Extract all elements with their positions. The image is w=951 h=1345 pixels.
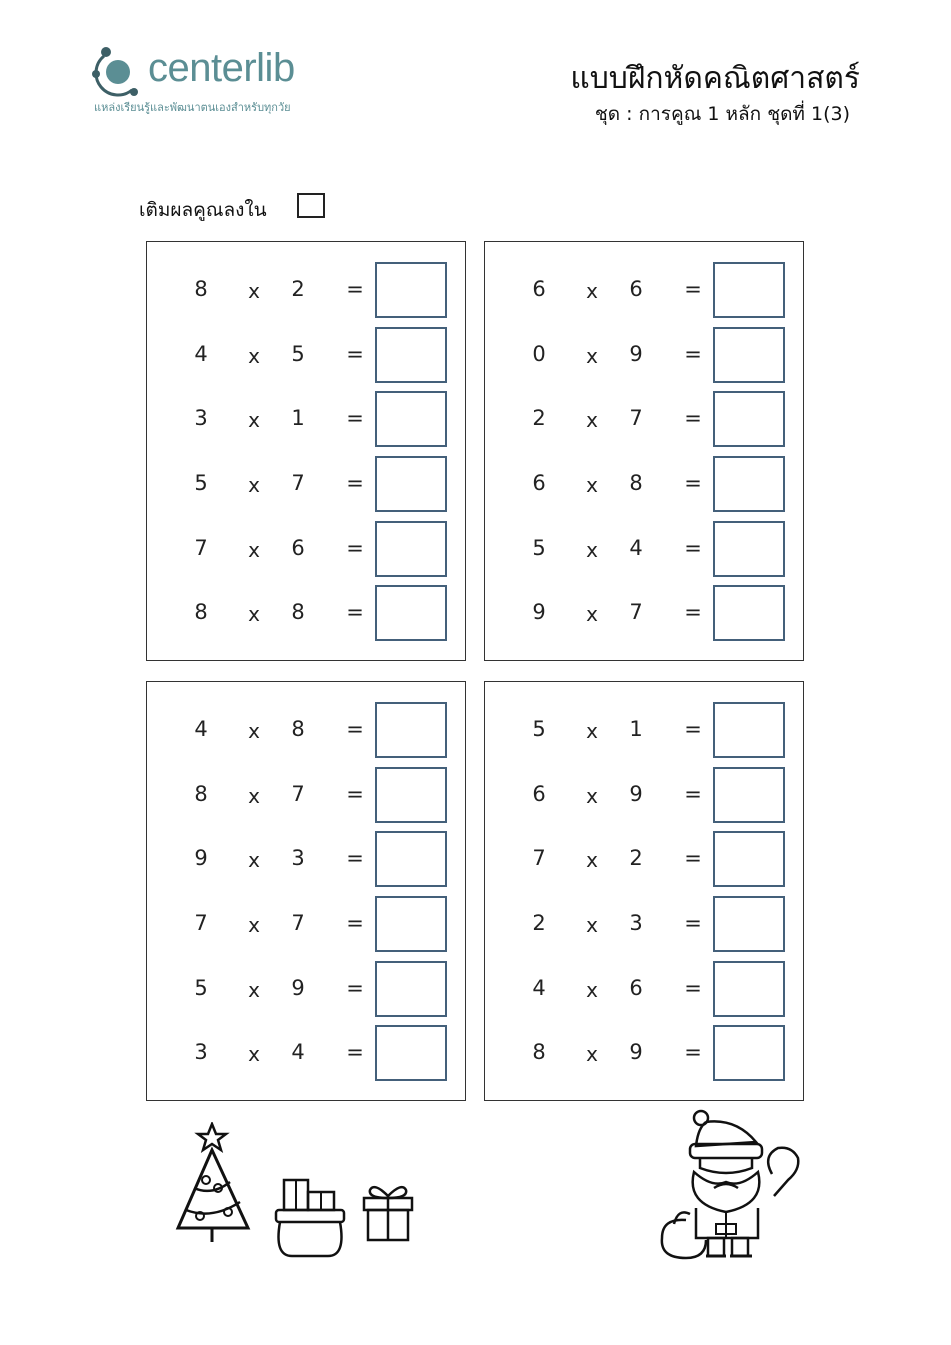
second-factor: 9 — [629, 342, 643, 366]
multiplication-problem — [147, 585, 467, 641]
second-factor: 7 — [291, 782, 305, 806]
second-factor: 9 — [629, 782, 643, 806]
second-factor: 3 — [291, 846, 305, 870]
answer-box[interactable] — [375, 327, 447, 383]
multiplication-problem — [485, 1025, 805, 1081]
second-factor: 8 — [629, 471, 643, 495]
first-factor: 4 — [194, 342, 208, 366]
multiply-sign: x — [586, 978, 598, 1002]
multiply-sign: x — [248, 408, 260, 432]
equals-sign: = — [346, 536, 364, 560]
answer-box[interactable] — [713, 456, 785, 512]
second-factor: 7 — [291, 471, 305, 495]
multiply-sign: x — [248, 473, 260, 497]
exercise-panel-2 — [484, 241, 804, 661]
first-factor: 6 — [532, 277, 546, 301]
second-factor: 6 — [629, 976, 643, 1000]
multiply-sign: x — [248, 344, 260, 368]
first-factor: 2 — [532, 406, 546, 430]
answer-box[interactable] — [375, 585, 447, 641]
first-factor: 6 — [532, 471, 546, 495]
multiplication-problem — [485, 585, 805, 641]
answer-box[interactable] — [375, 262, 447, 318]
first-factor: 2 — [532, 911, 546, 935]
first-factor: 8 — [194, 600, 208, 624]
equals-sign: = — [346, 976, 364, 1000]
multiplication-problem — [147, 831, 467, 887]
second-factor: 8 — [291, 600, 305, 624]
answer-box[interactable] — [713, 767, 785, 823]
multiplication-problem — [485, 456, 805, 512]
answer-box[interactable] — [375, 1025, 447, 1081]
multiply-sign: x — [586, 848, 598, 872]
logo-mark-icon — [92, 42, 148, 98]
multiply-sign: x — [586, 473, 598, 497]
gift-sack-icon — [272, 1172, 348, 1258]
page-title: แบบฝึกหัดคณิตศาสตร์ — [570, 61, 860, 96]
answer-box[interactable] — [713, 585, 785, 641]
multiplication-problem — [485, 767, 805, 823]
multiplication-problem — [485, 327, 805, 383]
first-factor: 8 — [194, 782, 208, 806]
equals-sign: = — [346, 911, 364, 935]
answer-box[interactable] — [713, 896, 785, 952]
answer-box[interactable] — [713, 702, 785, 758]
second-factor: 8 — [291, 717, 305, 741]
multiply-sign: x — [586, 344, 598, 368]
second-factor: 7 — [291, 911, 305, 935]
multiplication-problem — [147, 961, 467, 1017]
equals-sign: = — [684, 976, 702, 1000]
first-factor: 4 — [194, 717, 208, 741]
instruction-text: เติมผลคูณลงใน — [139, 199, 267, 221]
multiplication-problem — [147, 767, 467, 823]
answer-box[interactable] — [375, 831, 447, 887]
second-factor: 9 — [629, 1040, 643, 1064]
answer-box[interactable] — [713, 327, 785, 383]
equals-sign: = — [346, 406, 364, 430]
equals-sign: = — [684, 600, 702, 624]
first-factor: 7 — [194, 536, 208, 560]
centerlib-logo — [92, 40, 352, 120]
multiplication-problem — [147, 327, 467, 383]
first-factor: 6 — [532, 782, 546, 806]
second-factor: 6 — [291, 536, 305, 560]
answer-box[interactable] — [375, 896, 447, 952]
second-factor: 7 — [629, 406, 643, 430]
answer-box[interactable] — [375, 521, 447, 577]
answer-box[interactable] — [713, 1025, 785, 1081]
second-factor: 3 — [629, 911, 643, 935]
multiplication-problem — [147, 262, 467, 318]
multiply-sign: x — [586, 408, 598, 432]
equals-sign: = — [684, 911, 702, 935]
multiply-sign: x — [248, 978, 260, 1002]
equals-sign: = — [684, 536, 702, 560]
answer-box[interactable] — [375, 702, 447, 758]
multiply-sign: x — [248, 602, 260, 626]
second-factor: 7 — [629, 600, 643, 624]
first-factor: 3 — [194, 406, 208, 430]
christmas-tree-icon — [172, 1122, 254, 1244]
equals-sign: = — [684, 406, 702, 430]
multiplication-problem — [485, 702, 805, 758]
multiply-sign: x — [586, 719, 598, 743]
answer-box[interactable] — [375, 961, 447, 1017]
first-factor: 5 — [532, 717, 546, 741]
second-factor: 2 — [291, 277, 305, 301]
first-factor: 8 — [532, 1040, 546, 1064]
equals-sign: = — [684, 1040, 702, 1064]
instruction-answer-box-sample — [297, 193, 325, 218]
multiply-sign: x — [248, 1042, 260, 1066]
second-factor: 2 — [629, 846, 643, 870]
logo-text: centerlib — [148, 46, 295, 90]
multiply-sign: x — [248, 913, 260, 937]
multiplication-problem — [147, 521, 467, 577]
equals-sign: = — [346, 600, 364, 624]
multiplication-problem — [147, 456, 467, 512]
answer-box[interactable] — [713, 391, 785, 447]
exercise-panel-1 — [146, 241, 466, 661]
santa-icon — [656, 1108, 808, 1264]
answer-box[interactable] — [375, 456, 447, 512]
multiplication-problem — [485, 391, 805, 447]
equals-sign: = — [684, 782, 702, 806]
equals-sign: = — [684, 846, 702, 870]
multiply-sign: x — [248, 279, 260, 303]
equals-sign: = — [346, 342, 364, 366]
multiplication-problem — [147, 896, 467, 952]
multiply-sign: x — [586, 538, 598, 562]
multiplication-problem — [147, 1025, 467, 1081]
multiplication-problem — [485, 521, 805, 577]
answer-box[interactable] — [713, 521, 785, 577]
second-factor: 5 — [291, 342, 305, 366]
second-factor: 1 — [629, 717, 643, 741]
first-factor: 5 — [194, 976, 208, 1000]
exercise-panel-4 — [484, 681, 804, 1101]
equals-sign: = — [684, 717, 702, 741]
answer-box[interactable] — [713, 262, 785, 318]
equals-sign: = — [346, 846, 364, 870]
first-factor: 9 — [532, 600, 546, 624]
equals-sign: = — [684, 342, 702, 366]
multiply-sign: x — [586, 1042, 598, 1066]
first-factor: 7 — [194, 911, 208, 935]
multiply-sign: x — [248, 538, 260, 562]
multiply-sign: x — [586, 913, 598, 937]
first-factor: 0 — [532, 342, 546, 366]
answer-box[interactable] — [375, 391, 447, 447]
second-factor: 4 — [291, 1040, 305, 1064]
answer-box[interactable] — [713, 961, 785, 1017]
equals-sign: = — [346, 1040, 364, 1064]
exercise-panel-3 — [146, 681, 466, 1101]
multiply-sign: x — [248, 719, 260, 743]
multiply-sign: x — [248, 784, 260, 808]
page-subtitle: ชุด : การคูณ 1 หลัก ชุดที่ 1(3) — [594, 103, 850, 125]
second-factor: 1 — [291, 406, 305, 430]
equals-sign: = — [346, 471, 364, 495]
multiply-sign: x — [248, 848, 260, 872]
answer-box[interactable] — [713, 831, 785, 887]
first-factor: 3 — [194, 1040, 208, 1064]
multiplication-problem — [147, 702, 467, 758]
multiplication-problem — [485, 896, 805, 952]
first-factor: 4 — [532, 976, 546, 1000]
equals-sign: = — [684, 277, 702, 301]
second-factor: 6 — [629, 277, 643, 301]
equals-sign: = — [346, 277, 364, 301]
first-factor: 9 — [194, 846, 208, 870]
multiply-sign: x — [586, 602, 598, 626]
gift-box-icon — [360, 1182, 416, 1244]
multiplication-problem — [485, 961, 805, 1017]
logo-tagline: แหล่งเรียนรู้และพัฒนาตนเองสำหรับทุกวัย — [94, 101, 291, 114]
multiply-sign: x — [586, 279, 598, 303]
first-factor: 5 — [194, 471, 208, 495]
second-factor: 9 — [291, 976, 305, 1000]
multiplication-problem — [485, 262, 805, 318]
multiplication-problem — [147, 391, 467, 447]
equals-sign: = — [346, 717, 364, 741]
second-factor: 4 — [629, 536, 643, 560]
multiply-sign: x — [586, 784, 598, 808]
equals-sign: = — [684, 471, 702, 495]
equals-sign: = — [346, 782, 364, 806]
first-factor: 8 — [194, 277, 208, 301]
answer-box[interactable] — [375, 767, 447, 823]
multiplication-problem — [485, 831, 805, 887]
first-factor: 7 — [532, 846, 546, 870]
first-factor: 5 — [532, 536, 546, 560]
